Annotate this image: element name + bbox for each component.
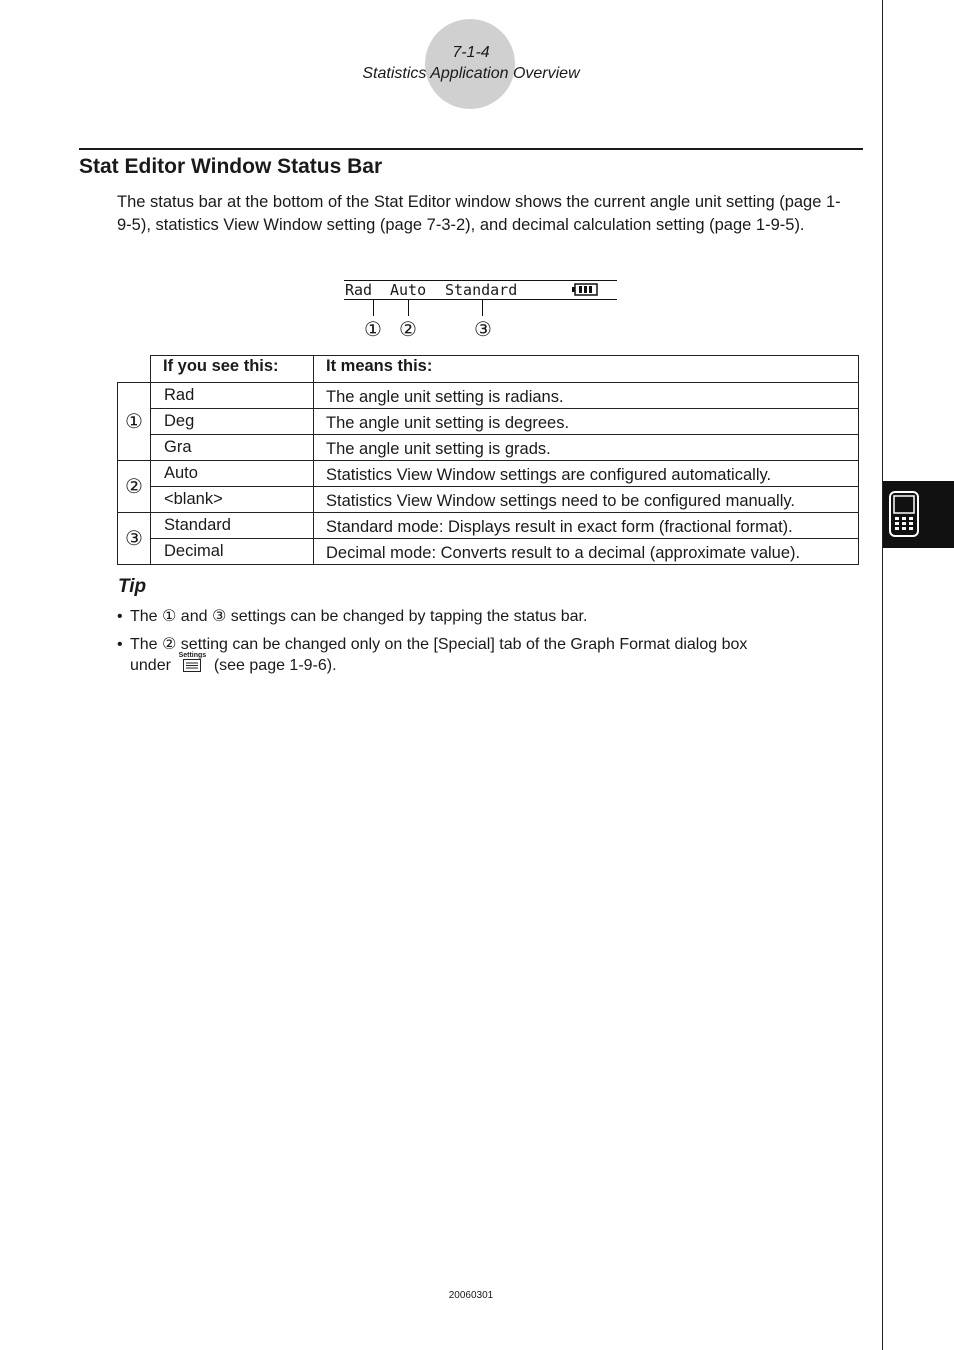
table-cell-see: Standard bbox=[151, 513, 314, 539]
chapter-side-tab bbox=[883, 481, 954, 548]
tip-heading: Tip bbox=[118, 576, 147, 597]
intro-paragraph: The status bar at the bottom of the Stat Editor window shows the current angle unit setting (page 1-9-5), statistics View Window setting (page 7-3-2), and decimal calculation setting (page 1-9-5). bbox=[117, 193, 841, 234]
status-settings-table bbox=[117, 355, 859, 565]
column-header-means: It means this: bbox=[314, 356, 859, 383]
header-circle-decoration bbox=[425, 19, 515, 109]
table-cell-see: <blank> bbox=[151, 487, 314, 513]
column-header-see: If you see this: bbox=[151, 356, 314, 383]
tip-item-1 bbox=[117, 606, 587, 627]
margin-rule bbox=[882, 0, 883, 1350]
table-cell-means: The angle unit setting is radians. bbox=[314, 383, 859, 409]
tip-text: The bbox=[130, 608, 163, 625]
tip-text: (see page 1-9-6). bbox=[209, 657, 337, 674]
table-cell-see: Decimal bbox=[151, 539, 314, 565]
status-view-window-text: Auto bbox=[390, 281, 427, 299]
callout-marker-1: ① bbox=[364, 319, 382, 341]
settings-menu-icon bbox=[175, 652, 209, 672]
status-angle-text: Rad bbox=[345, 281, 373, 299]
group-marker: ③ bbox=[118, 513, 151, 565]
table-row bbox=[118, 539, 859, 565]
table-header-row bbox=[118, 356, 859, 383]
group-marker: ① bbox=[118, 383, 151, 461]
page-number: 7-1-4 bbox=[452, 44, 490, 61]
callout-marker-2: ② bbox=[399, 319, 417, 341]
calculator-icon bbox=[887, 490, 921, 538]
title-rule bbox=[79, 148, 863, 150]
tip-text: and bbox=[176, 608, 212, 625]
table-row bbox=[118, 409, 859, 435]
tip-text: setting can be changed only on the [Special] tab of the Graph Format dialog box bbox=[176, 636, 748, 653]
table-corner-cell bbox=[118, 356, 151, 383]
callout-marker-3: ③ bbox=[474, 319, 492, 341]
tip-item-2 bbox=[117, 634, 747, 655]
running-head: Statistics Application Overview bbox=[362, 65, 580, 82]
bullet: • bbox=[117, 636, 123, 653]
circled-marker: ① bbox=[162, 608, 177, 625]
status-bar-illustration bbox=[344, 280, 617, 300]
table-cell-means: The angle unit setting is grads. bbox=[314, 435, 859, 461]
table-cell-see: Deg bbox=[151, 409, 314, 435]
table-cell-means: Standard mode: Displays result in exact form (fractional format). bbox=[314, 513, 859, 539]
table-cell-means: Statistics View Window settings are configured automatically. bbox=[314, 461, 859, 487]
group-marker: ② bbox=[118, 461, 151, 513]
battery-icon bbox=[572, 283, 598, 296]
tip-text: The bbox=[130, 636, 163, 653]
status-decimal-text: Standard bbox=[445, 281, 518, 299]
table-row bbox=[118, 383, 859, 409]
table-cell-means: Decimal mode: Converts result to a decimal (approximate value). bbox=[314, 539, 859, 565]
table-row bbox=[118, 461, 859, 487]
callout-leader-1 bbox=[373, 299, 374, 316]
table-cell-see: Auto bbox=[151, 461, 314, 487]
settings-icon-label: Settings bbox=[178, 652, 207, 659]
bullet: • bbox=[117, 608, 123, 625]
callout-leader-2 bbox=[408, 299, 409, 316]
callout-leader-3 bbox=[482, 299, 483, 316]
table-cell-see: Rad bbox=[151, 383, 314, 409]
footer-code: 20060301 bbox=[448, 1290, 494, 1301]
tip-text: under bbox=[130, 657, 176, 674]
circled-marker: ② bbox=[162, 636, 177, 653]
table-row bbox=[118, 487, 859, 513]
section-title: Stat Editor Window Status Bar bbox=[79, 155, 383, 178]
table-cell-means: The angle unit setting is degrees. bbox=[314, 409, 859, 435]
tip-text: settings can be changed by tapping the status bar. bbox=[226, 608, 588, 625]
table-cell-means: Statistics View Window settings need to be configured manually. bbox=[314, 487, 859, 513]
menu-lines-icon bbox=[183, 659, 201, 672]
tip-item-2-continued bbox=[130, 652, 337, 676]
circled-marker: ③ bbox=[211, 608, 227, 625]
table-cell-see: Gra bbox=[151, 435, 314, 461]
table-row bbox=[118, 435, 859, 461]
table-row bbox=[118, 513, 859, 539]
